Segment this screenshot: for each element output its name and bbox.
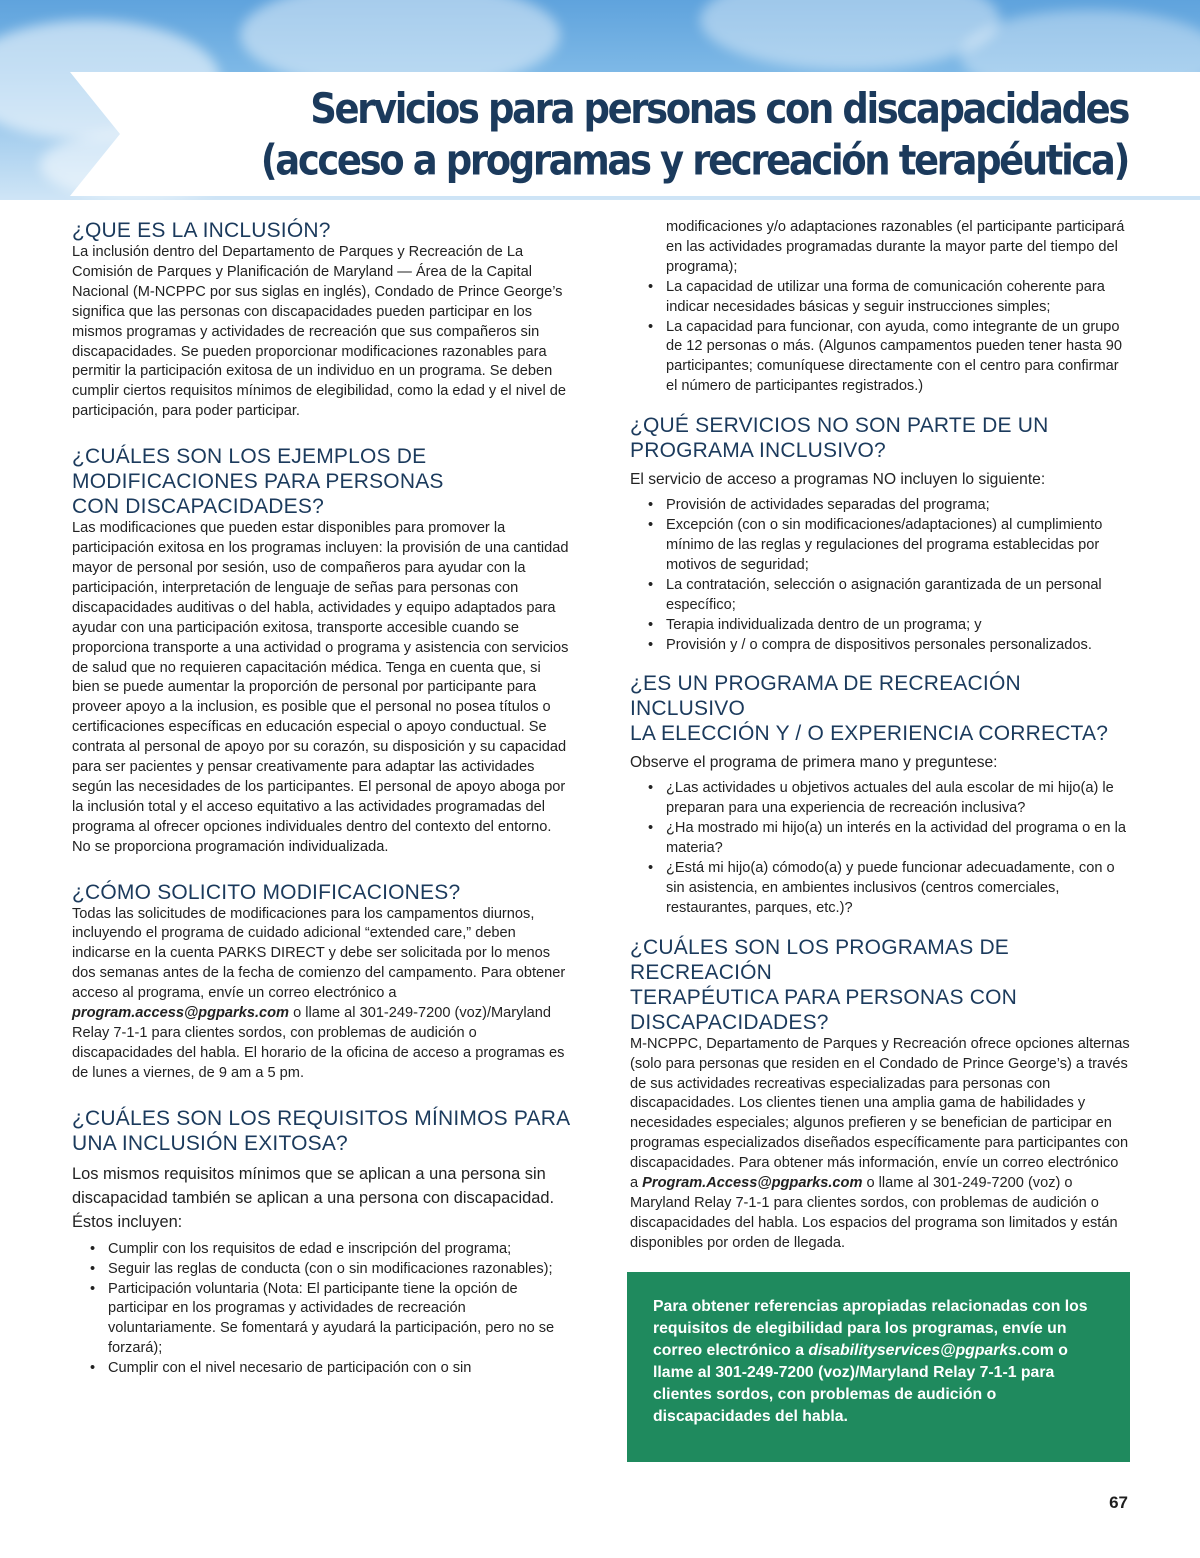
email-link[interactable]: Program.Access@pgparks.com [642, 1175, 863, 1192]
requirements-list [72, 1240, 572, 1379]
left-column [72, 218, 572, 1379]
heading-line: TERAPÉUTICA PARA PERSONAS CON [630, 985, 1017, 1009]
list-continuation: modificaciones y/o adaptaciones razonables (el participante participará en las actividades programadas durante la mayor parte del tiempo del programa); [666, 219, 1125, 275]
list-item: • Cumplir con el nivel necesario de participación con o sin [72, 1359, 572, 1379]
callout-text: Para obtener referencias apropiadas relacionadas con los requisitos de elegibilidad para los programas, envíe un correo electrónico a disabilityservices@pgparks.com o llame al 301-249-7200 (voz)/Maryland Relay 7-1-1 para clientes sordos, con problemas de audición o discapacidades del habla. [653, 1298, 1088, 1425]
section-servicios-no-parte [630, 413, 1130, 655]
email-link[interactable]: program.access@pgparks.com [72, 1005, 290, 1022]
heading-line: LA ELECCIÓN Y / O EXPERIENCIA CORRECTA? [630, 722, 1109, 746]
section-heading [72, 444, 572, 519]
list-item: • Seguir las reglas de conducta (con o sin modificaciones razonables); [72, 1260, 572, 1280]
section-recreacion-terapeutica [630, 935, 1130, 1254]
section-body: La inclusión dentro del Departamento de Parques y Recreación de La Comisión de Parques y Planificación de Maryland — Área de la Capital Nacional (M-NCPPC por sus siglas en inglés), Condado de Prince George’s significa que las personas con discapacidades pueden participar en los mismos programas y actividades de recreación que sus compañeros sin discapacidades. Se pueden proporcionar modificaciones razonables para permitir la participación exitosa de un individuo en un programa. Se deben cumplir ciertos requisitos mínimos de elegibilidad, como la edad y el nivel de participación, para poder participar. [72, 244, 566, 420]
section-ejemplos-modificaciones [72, 444, 572, 857]
section-intro: Los mismos requisitos mínimos que se aplican a una persona sin discapacidad también se aplican a una persona con discapacidad. Éstos incluyen: [72, 1164, 555, 1231]
section-programa-correcto [630, 671, 1130, 918]
section-que-es-inclusion [72, 218, 572, 422]
section-heading [630, 935, 1130, 1035]
list-item: • Provisión y / o compra de dispositivos personales personalizados. [630, 636, 1130, 656]
heading-line: CON DISCAPACIDADES? [72, 495, 324, 519]
page-number: 67 [1109, 1493, 1128, 1512]
heading-line: MODIFICACIONES PARA PERSONAS [72, 470, 444, 494]
section-heading [630, 671, 1130, 746]
heading-line: ¿ES UN PROGRAMA DE RECREACIÓN INCLUSIVO [630, 672, 1021, 721]
page-title-line2: (acceso a programas y recreación terapéutica) [260, 136, 1128, 185]
section-body: Las modificaciones que pueden estar disponibles para promover la participación exitosa en los programas incluyen: la provisión de una cantidad mayor de personal por sesión, uso de compañeros para ayudar con la participación, interpretación de lenguaje de señas para personas con discapacidades auditivas o del habla, actividades y equipo adaptados para ayudar con una participación exitosa, transporte accesible cuando se proporciona transporte a una actividad o programa y asistencia con servicios de salud que no requieren capacitación médica. Tenga en cuenta que, si bien se puede aumentar la proporción de personal por participante para proveer apoyo a la inclusion, es posible que el personal no posea títulos o certificaciones específicas en educación especial o apoyo conductual. Se contrata al personal de apoyo por su corazón, su disposición y su capacidad para ser pacientes y pensar creativamente para adaptar las actividades según las necesidades de los participantes. El personal de apoyo aboga por la inclusión total y el acceso equitativo a las actividades programadas del programa al ofrecer opciones individuales dentro del contexto del entorno. No se proporciona programación individualizada. [72, 520, 569, 855]
list-item: • ¿Ha mostrado mi hijo(a) un interés en la actividad del programa o en la materia? [630, 819, 1130, 859]
list-item: • Excepción (con o sin modificaciones/adaptaciones) al cumplimiento mínimo de las reglas y regulaciones del programa establecidas por motivos de seguridad; [630, 516, 1130, 576]
section-body: Todas las solicitudes de modificaciones para los campamentos diurnos, incluyendo el programa de cuidado adicional “extended care,” deben indicarse en la cuenta PARKS DIRECT y debe ser solicitada por lo menos dos semanas antes de la fecha de comienzo del campamento. Para obtener acceso al programa, envíe un correo electrónico a program.access@pgparks.com o llame al 301-249-7200 (voz)/Maryland Relay 7-1-1 para clientes sordos, con problemas de audición o discapacidades del habla. El horario de la oficina de acceso a programas es de lunes a viernes, de 9 am a 5 pm. [72, 905, 566, 1081]
list-item: • Cumplir con los requisitos de edad e inscripción del programa; [72, 1240, 572, 1260]
list-item: • La contratación, selección o asignación garantizada de un personal específico; [630, 576, 1130, 616]
heading-line: ¿QUÉ SERVICIOS NO SON PARTE DE UN [630, 414, 1049, 438]
excluded-services-list [630, 496, 1130, 655]
section-intro: Observe el programa de primera mano y preguntese: [630, 754, 998, 772]
section-body: M-NCPPC, Departamento de Parques y Recreación ofrece opciones alternas (solo para personas que residen en el Condado de Prince George’s) a través de sus actividades recreativas especializadas para personas con discapacidades. Los clientes tienen una amplia gama de habilidades y necesidades especiales; algunos prefieren y se benefician de participar en programas especializados diseñados específicamente para participantes con discapacidades. Para obtener más información, envíe un correo electrónico a Program.Access@pgparks.com o llame al 301-249-7200 (voz) o Maryland Relay 7-1-1 para clientes sordos, con problemas de audición o discapacidades del habla. Los espacios del programa son limitados y están disponibles por orden de llegada. [630, 1035, 1130, 1251]
section-heading: ¿QUE ES LA INCLUSIÓN? [72, 219, 331, 242]
section-como-solicito [72, 880, 572, 1084]
heading-line: PROGRAMA INCLUSIVO? [630, 439, 886, 463]
heading-line: ¿CUÁLES SON LOS EJEMPLOS DE [72, 445, 427, 469]
section-heading [72, 1106, 572, 1156]
header-sky [0, 0, 1200, 200]
email-link[interactable]: disabilityservices@pgparks [808, 1342, 1017, 1359]
list-item: • ¿Está mi hijo(a) cómodo(a) y puede funcionar adecuadamente, con o sin asistencia, en ambientes inclusivos (centros comerciales, restaurantes, parques, etc.)? [630, 859, 1130, 919]
cloud-decoration [700, 0, 1000, 70]
list-item: • Provisión de actividades separadas del programa; [630, 496, 1130, 516]
heading-line: DISCAPACIDADES? [630, 1010, 829, 1034]
list-item: • Participación voluntaria (Nota: El participante tiene la opción de participar en los programas y actividades de recreación voluntariamente. Se fomentará y ayudará la participación, pero no se forzará); [72, 1280, 572, 1360]
requirements-list-continued [630, 278, 1130, 397]
heading-line: ¿CUÁLES SON LOS REQUISITOS MÍNIMOS PARA [72, 1106, 571, 1130]
section-heading: ¿CÓMO SOLICITO MODIFICACIONES? [72, 880, 461, 904]
page-title-line1: Servicios para personas con discapacidades [310, 85, 1128, 134]
list-item: • Terapia individualizada dentro de un programa; y [630, 616, 1130, 636]
list-item: • La capacidad de utilizar una forma de comunicación coherente para indicar necesidades básicas y seguir instrucciones simples; [630, 278, 1130, 318]
heading-line: ¿CUÁLES SON LOS PROGRAMAS DE RECREACIÓN [630, 935, 1010, 984]
section-intro: El servicio de acceso a programas NO incluyen lo siguiente: [630, 471, 1046, 489]
section-heading [630, 413, 1130, 463]
right-column [630, 218, 1130, 1254]
list-item: • La capacidad para funcionar, con ayuda, como integrante de un grupo de 12 personas o más. (Algunos campamentos pueden tener hasta 90 participantes; comuníquese directamente con el centro para confirmar el número de participantes registrados.) [630, 318, 1130, 398]
list-item: • ¿Las actividades u objetivos actuales del aula escolar de mi hijo(a) le preparan para una experiencia de recreación inclusiva? [630, 779, 1130, 819]
heading-line: UNA INCLUSIÓN EXITOSA? [72, 1131, 348, 1155]
questions-list [630, 779, 1130, 918]
section-requisitos-minimos [72, 1106, 572, 1379]
page-title [261, 84, 1128, 187]
referral-callout [627, 1272, 1130, 1462]
